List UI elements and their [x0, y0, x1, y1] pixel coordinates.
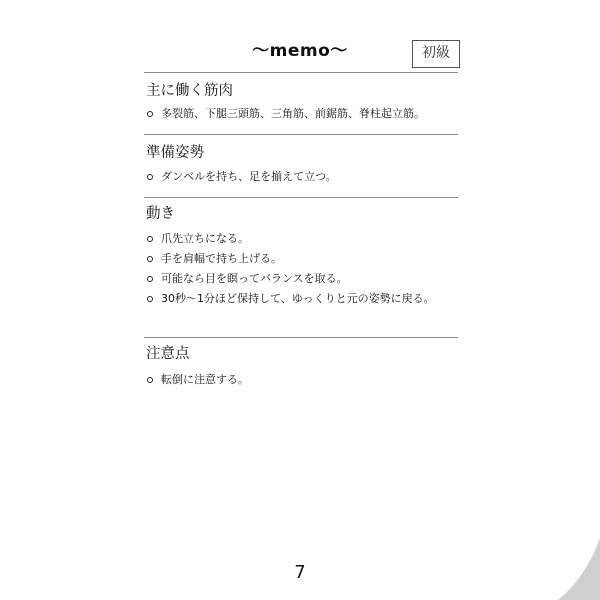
section-heading-preparation: 準備姿勢	[146, 145, 204, 161]
divider	[144, 72, 458, 73]
caution-list	[146, 370, 461, 390]
list-item-text: 手を肩幅で持ち上げる。	[161, 252, 282, 265]
list-item	[146, 370, 461, 390]
page-number: 7	[294, 562, 306, 583]
divider	[144, 337, 458, 338]
divider	[144, 197, 458, 198]
divider	[144, 134, 458, 135]
list-item-text: 可能なら目を瞑ってバランスを取る。	[161, 272, 348, 285]
list-item-text: 爪先立ちになる。	[161, 232, 249, 245]
bullet-marker-icon	[147, 377, 153, 383]
movement-list	[146, 229, 461, 309]
list-item-text: 多裂筋、下腿三頭筋、三角筋、前鋸筋、脊柱起立筋。	[161, 107, 425, 120]
list-item-text: ダンベルを持ち、足を揃えて立つ。	[161, 170, 337, 183]
list-item	[146, 229, 461, 249]
list-item	[146, 167, 461, 187]
list-item	[146, 249, 461, 269]
list-item-text: 転倒に注意する。	[161, 373, 249, 386]
section-heading-caution: 注意点	[146, 346, 190, 362]
bullet-marker-icon	[147, 111, 153, 117]
bullet-marker-icon	[147, 174, 153, 180]
list-item	[146, 104, 461, 124]
bullet-marker-icon	[147, 296, 153, 302]
bullet-marker-icon	[147, 236, 153, 242]
bullet-marker-icon	[147, 256, 153, 262]
list-item-text: 30秒〜1分ほど保持して、ゆっくりと元の姿勢に戻る。	[161, 292, 435, 305]
level-badge: 初級	[412, 40, 460, 68]
section-heading-muscles: 主に働く筋肉	[146, 83, 233, 99]
page-curl-icon[interactable]	[510, 538, 600, 600]
preparation-list	[146, 167, 461, 187]
page-curl-shape	[558, 538, 600, 600]
bullet-marker-icon	[147, 276, 153, 282]
section-heading-movement: 動き	[146, 206, 175, 222]
list-item	[146, 289, 461, 309]
muscles-list	[146, 104, 461, 124]
list-item	[146, 269, 461, 289]
memo-title: 〜memo〜	[252, 41, 348, 61]
